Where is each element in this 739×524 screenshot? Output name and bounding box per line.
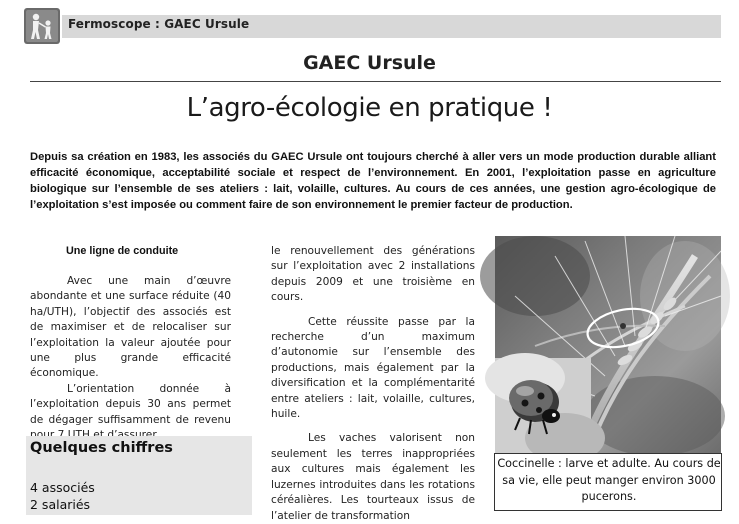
photo-caption: Coccinelle : larve et adulte. Au cours de sa vie, elle peut manger environ 3000 pucerons. bbox=[497, 457, 721, 503]
article-headline: L’agro-écologie en pratique ! bbox=[186, 93, 553, 123]
figures-item: 2 salariés bbox=[30, 497, 91, 512]
family-logo-icon bbox=[24, 8, 60, 44]
section-heading: Une ligne de conduite bbox=[66, 245, 179, 257]
figures-title: Quelques chiffres bbox=[30, 440, 173, 456]
column-1 bbox=[30, 274, 231, 432]
ladybug-photo bbox=[495, 358, 591, 455]
article-lead: Depuis sa création en 1983, les associés du GAEC Ursule ont toujours cherché à aller vers un mode production durable alliant efficacité économique, acceptabilité sociale et respect de l’environnement. En 2001, l’exploitation passe en agriculture biologique sur l’ensemble de ses ateliers : lait, volaille, cultures. Au cours de ces années, une gestion agro-écologique de l’exploitation s’est imposée ou comment faire de son environnement le premier facteur de production. bbox=[30, 151, 716, 211]
farm-name: GAEC Ursule bbox=[303, 52, 436, 74]
publication-title: Fermoscope : GAEC Ursule bbox=[68, 17, 250, 31]
title-divider bbox=[30, 81, 721, 82]
column-2 bbox=[271, 244, 475, 522]
column-1-paragraph: L’orientation donnée à l’exploitation depuis 30 ans permet de dégager suffisamment de revenu bbox=[30, 382, 231, 426]
column-2-paragraph: Les vaches valorisent non seulement les terres inappropriées aux cultures mais également les luzernes introduites dans les rotations céréalières. Les tourteaux issus de l’atelier de transformation bbox=[271, 432, 475, 522]
column-2-paragraph: Cette réussite passe par la recherche d’un maximum d’autonomie sur l’ensemble des productions, mais également par la diversification et la complémentarité entre ateliers : lait, volaille, cultures, huile. bbox=[271, 315, 475, 421]
column-2-paragraph: le renouvellement des générations sur l’exploitation avec 2 installations depuis 2009 et une troisième en cours. bbox=[271, 245, 475, 304]
column-1-paragraph: Avec une main d’œuvre abondante et une surface réduite (40 ha/UTH), l’objectif des associés est de maximiser et de relocaliser sur l’exploitation la valeur ajoutée pour une plus grande efficacité économique. bbox=[30, 275, 231, 380]
figures-item: 4 associés bbox=[30, 480, 95, 495]
